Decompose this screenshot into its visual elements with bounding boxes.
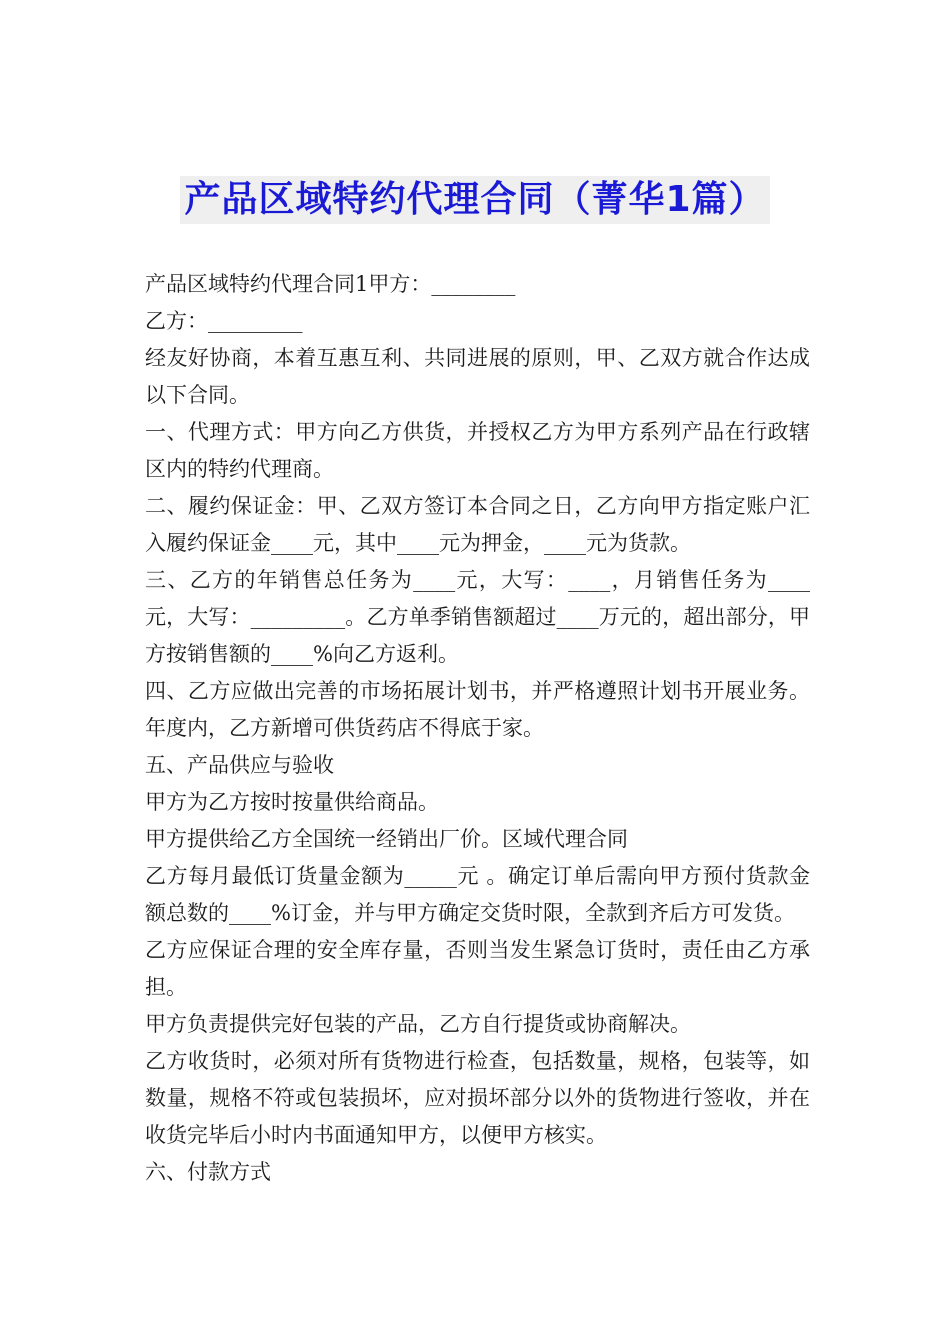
clause-1-agency-method: 一、代理方式：甲方向乙方供货，并授权乙方为甲方系列产品在行政辖区内的特约代理商。 (145, 420, 810, 481)
party-a-line: 产品区域特约代理合同1甲方：________ (145, 272, 516, 296)
clause-4-market-plan: 四、乙方应做出完善的市场拓展计划书，并严格遵照计划书开展业务。年度内，乙方新增可供货药店不得底于家。 (145, 679, 810, 740)
supply-paragraph-6: 乙方收货时，必须对所有货物进行检查，包括数量，规格，包装等，如数量，规格不符或包装损坏，应对损坏部分以外的货物进行签收，并在收货完毕后小时内书面通知甲方，以便甲方核实。 (145, 1049, 810, 1147)
supply-paragraph-1: 甲方为乙方按时按量供给商品。 (145, 790, 439, 814)
title-container (0, 176, 950, 224)
document-body (145, 266, 810, 1191)
section-5-heading: 五、产品供应与验收 (145, 753, 334, 777)
party-b-line: 乙方：_________ (145, 309, 303, 333)
supply-paragraph-5: 甲方负责提供完好包装的产品，乙方自行提货或协商解决。 (145, 1012, 691, 1036)
supply-paragraph-3: 乙方每月最低订货量金额为_____元 。确定订单后需向甲方预付货款金额总数的____%订金，并与甲方确定交货时限，全款到齐后方可发货。 (145, 864, 810, 925)
section-6-heading: 六、付款方式 (145, 1160, 271, 1184)
supply-paragraph-2: 甲方提供给乙方全国统一经销出厂价。区域代理合同 (145, 827, 628, 851)
preamble-paragraph: 经友好协商，本着互惠互利、共同进展的原则，甲、乙双方就合作达成以下合同。 (145, 346, 810, 407)
document-title: 产品区域特约代理合同（菁华1篇） (180, 176, 769, 224)
supply-paragraph-4: 乙方应保证合理的安全库存量，否则当发生紧急订货时，责任由乙方承担。 (145, 938, 810, 999)
clause-2-performance-bond: 二、履约保证金：甲、乙双方签订本合同之日，乙方向甲方指定账户汇入履约保证金____元，其中____元为押金，____元为货款。 (145, 494, 810, 555)
clause-3-sales-targets: 三、乙方的年销售总任务为____元，大写：____，月销售任务为____元，大写：_________。乙方单季销售额超过____万元的，超出部分，甲方按销售额的____%向乙方返利。 (145, 568, 810, 666)
